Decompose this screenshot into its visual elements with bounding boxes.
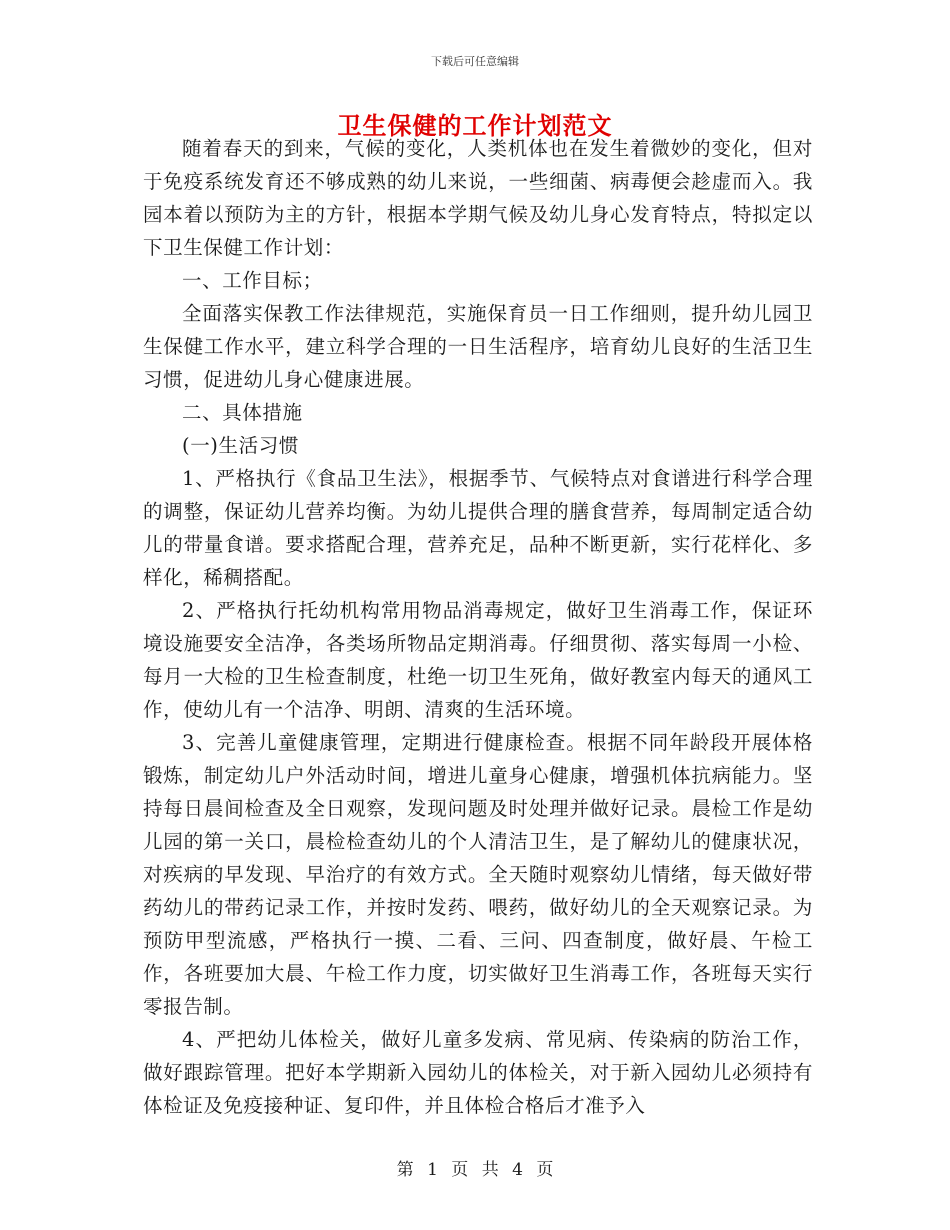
paragraph-intro: 随着春天的到来，气候的变化，人类机体也在发生着微妙的变化，但对于免疫系统发育还不够成熟的幼儿来说，一些细菌、病毒便会趁虚而入。我园本着以预防为主的方针，根据本学期气候及幼儿身心发育特点，特拟定以下卫生保健工作计划： (143, 137, 813, 259)
footer-label-di: 第 (396, 1160, 414, 1180)
footer-label-gong: 共 (481, 1160, 499, 1180)
header-note: 下载后可任意编辑 (431, 55, 519, 68)
paragraph-item-2: 2、严格执行托幼机构常用物品消毒规定，做好卫生消毒工作，保证环境设施要安全洁净，各类场所物品定期消毒。仔细贯彻、落实每周一小检、每月一大检的卫生检查制度，杜绝一切卫生死角，做好教室内每天的通风工作，使幼儿有一个洁净、明朗、清爽的生活环境。 (143, 599, 813, 721)
paragraph-item-3: 3、完善儿童健康管理，定期进行健康检查。根据不同年龄段开展体格锻炼，制定幼儿户外活动时间，增进儿童身心健康，增强机体抗病能力。坚持每日晨间检查及全日观察，发现问题及时处理并做好记录。晨检工作是幼儿园的第一关口，晨检检查幼儿的个人清洁卫生，是了解幼儿的健康状况，对疾病的早发现、早治疗的有效方式。全天随时观察幼儿情绪，每天做好带药幼儿的带药记录工作，并按时发药、喂药，做好幼儿的全天观察记录。为预防甲型流感，严格执行一摸、二看、三问、四查制度，做好晨、午检工作，各班要加大晨、午检工作力度，切实做好卫生消毒工作，各班每天实行零报告制。 (143, 731, 813, 1018)
footer-total-pages: 4 (512, 1160, 523, 1180)
paragraph-item-1: 1、严格执行《食品卫生法》，根据季节、气候特点对食谱进行科学合理的调整，保证幼儿营养均衡。为幼儿提供合理的膳食营养，每周制定适合幼儿的带量食谱。要求搭配合理，营养充足，品种不断更新，实行花样化、多样化，稀稠搭配。 (143, 467, 813, 589)
paragraph-item-4: 4、严把幼儿体检关，做好儿童多发病、常见病、传染病的防治工作，做好跟踪管理。把好本学期新入园幼儿的体检关，对于新入园幼儿必须持有体检证及免疫接种证、复印件，并且体检合格后才准予入 (143, 1028, 813, 1117)
footer-current-page: 1 (427, 1160, 438, 1180)
footer-label-ye-end: 页 (536, 1160, 554, 1180)
subheading-habits: (一)生活习惯 (182, 434, 299, 457)
footer-label-ye: 页 (451, 1160, 469, 1180)
document-body (143, 132, 813, 1122)
heading-measures: 二、具体措施 (182, 401, 303, 424)
document-title: 卫生保健的工作计划范文 (337, 111, 613, 140)
heading-work-goals: 一、工作目标； (182, 269, 323, 292)
page-footer (0, 1155, 950, 1180)
paragraph-goals: 全面落实保教工作法律规范，实施保育员一日工作细则，提升幼儿园卫生保健工作水平，建立科学合理的一日生活程序，培育幼儿良好的生活卫生习惯，促进幼儿身心健康进展。 (143, 302, 813, 391)
